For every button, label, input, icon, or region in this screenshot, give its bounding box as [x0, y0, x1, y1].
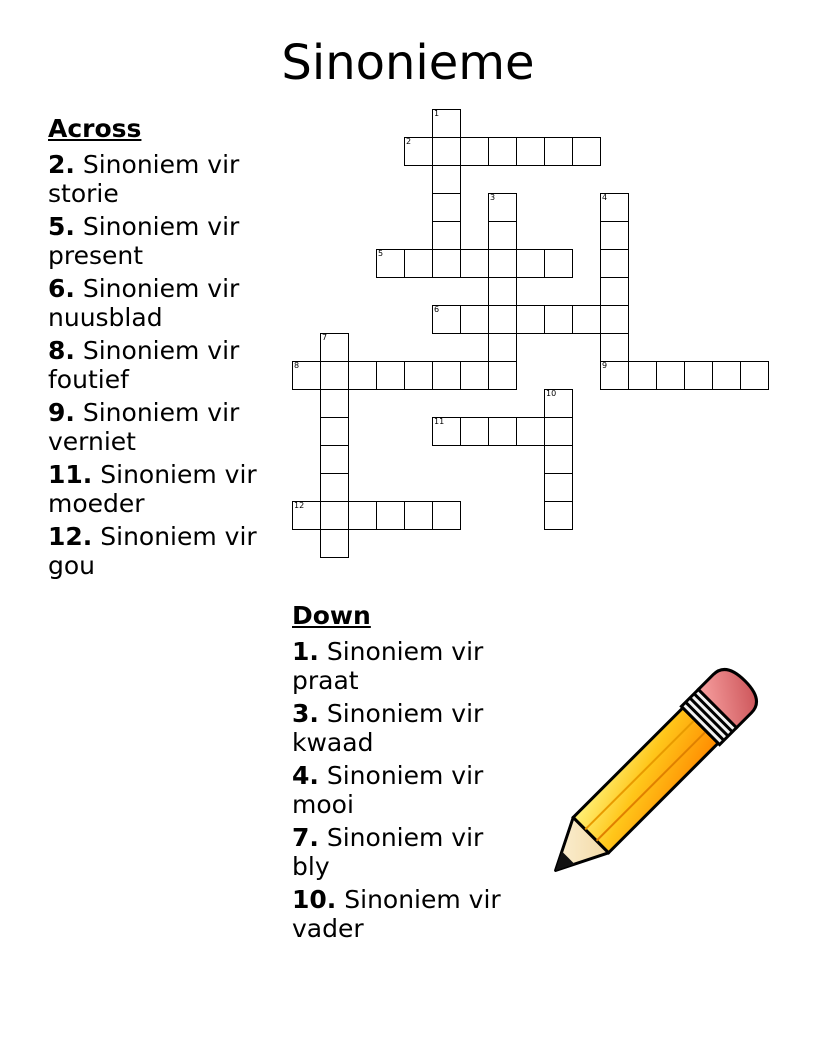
- across-clue-5: [48, 212, 283, 270]
- clue-text: Sinoniem vir nuusblad: [48, 274, 240, 332]
- crossword-cell[interactable]: [460, 305, 489, 334]
- cell-number: 6: [434, 305, 440, 314]
- crossword-cell[interactable]: [488, 193, 517, 222]
- across-clue-12: [48, 522, 283, 580]
- crossword-cell[interactable]: [460, 417, 489, 446]
- across-clue-8: [48, 336, 283, 394]
- clue-text: Sinoniem vir bly: [292, 823, 484, 881]
- clue-number: 12.: [48, 522, 93, 551]
- crossword-cell[interactable]: [432, 417, 461, 446]
- crossword-cell[interactable]: [488, 277, 517, 306]
- cell-number: 3: [490, 193, 496, 202]
- across-clue-11: [48, 460, 283, 518]
- crossword-cell[interactable]: [488, 417, 517, 446]
- crossword-cell[interactable]: [404, 501, 433, 530]
- cell-number: 5: [378, 249, 384, 258]
- down-clue-7: [292, 823, 522, 881]
- crossword-cell[interactable]: [488, 361, 517, 390]
- crossword-cell[interactable]: [292, 361, 321, 390]
- across-clues: [48, 114, 283, 584]
- crossword-cell[interactable]: [376, 501, 405, 530]
- crossword-cell[interactable]: [376, 361, 405, 390]
- cell-number: 8: [294, 361, 300, 370]
- across-heading: Across: [48, 114, 142, 143]
- crossword-cell[interactable]: [432, 249, 461, 278]
- clue-number: 11.: [48, 460, 93, 489]
- crossword-cell[interactable]: [600, 277, 629, 306]
- crossword-cell[interactable]: [516, 249, 545, 278]
- clue-number: 4.: [292, 761, 319, 790]
- cell-number: 2: [406, 137, 412, 146]
- clue-number: 10.: [292, 885, 337, 914]
- crossword-cell[interactable]: [320, 473, 349, 502]
- cell-number: 7: [322, 333, 328, 342]
- down-clues: [292, 601, 522, 947]
- crossword-cell[interactable]: [544, 445, 573, 474]
- crossword-cell[interactable]: [432, 501, 461, 530]
- clue-text: Sinoniem vir storie: [48, 150, 240, 208]
- down-clue-1: [292, 637, 522, 695]
- crossword-cell[interactable]: [460, 361, 489, 390]
- down-heading: Down: [292, 601, 371, 630]
- crossword-cell[interactable]: [740, 361, 769, 390]
- crossword-cell[interactable]: [432, 109, 461, 138]
- crossword-cell[interactable]: [488, 221, 517, 250]
- clue-number: 9.: [48, 398, 75, 427]
- crossword-cell[interactable]: [656, 361, 685, 390]
- crossword-cell[interactable]: [600, 249, 629, 278]
- down-clue-10: [292, 885, 522, 943]
- crossword-cell[interactable]: [544, 305, 573, 334]
- crossword-cell[interactable]: [432, 193, 461, 222]
- crossword-cell[interactable]: [460, 137, 489, 166]
- clue-number: 2.: [48, 150, 75, 179]
- page-title: Sinonieme: [281, 35, 535, 91]
- crossword-cell[interactable]: [488, 137, 517, 166]
- pencil-icon: [526, 650, 776, 900]
- clue-number: 5.: [48, 212, 75, 241]
- clue-number: 3.: [292, 699, 319, 728]
- crossword-cell[interactable]: [320, 529, 349, 558]
- crossword-cell[interactable]: [320, 445, 349, 474]
- crossword-cell[interactable]: [292, 501, 321, 530]
- crossword-cell[interactable]: [572, 305, 601, 334]
- crossword-cell[interactable]: [320, 417, 349, 446]
- crossword-cell[interactable]: [544, 501, 573, 530]
- crossword-cell[interactable]: [348, 361, 377, 390]
- crossword-cell[interactable]: [404, 137, 433, 166]
- crossword-cell[interactable]: [628, 361, 657, 390]
- crossword-cell[interactable]: [432, 305, 461, 334]
- crossword-cell[interactable]: [488, 249, 517, 278]
- crossword-cell[interactable]: [432, 165, 461, 194]
- crossword-cell[interactable]: [488, 305, 517, 334]
- clue-text: Sinoniem vir kwaad: [292, 699, 484, 757]
- clue-text: Sinoniem vir present: [48, 212, 240, 270]
- crossword-cell[interactable]: [488, 333, 517, 362]
- cell-number: 11: [434, 417, 445, 426]
- cell-number: 9: [602, 361, 608, 370]
- crossword-cell[interactable]: [320, 501, 349, 530]
- crossword-cell[interactable]: [600, 305, 629, 334]
- crossword-cell[interactable]: [432, 361, 461, 390]
- across-clue-6: [48, 274, 283, 332]
- crossword-cell[interactable]: [432, 221, 461, 250]
- down-clue-4: [292, 761, 522, 819]
- clue-text: Sinoniem vir vader: [292, 885, 501, 943]
- crossword-cell[interactable]: [684, 361, 713, 390]
- clue-number: 8.: [48, 336, 75, 365]
- crossword-cell[interactable]: [404, 361, 433, 390]
- crossword-cell[interactable]: [544, 389, 573, 418]
- crossword-cell[interactable]: [600, 361, 629, 390]
- across-clue-2: [48, 150, 283, 208]
- cell-number: 12: [294, 501, 305, 510]
- across-clue-9: [48, 398, 283, 456]
- crossword-cell[interactable]: [404, 249, 433, 278]
- crossword-cell[interactable]: [544, 249, 573, 278]
- crossword-cell[interactable]: [600, 193, 629, 222]
- crossword-cell[interactable]: [460, 249, 489, 278]
- crossword-cell[interactable]: [544, 473, 573, 502]
- clue-number: 6.: [48, 274, 75, 303]
- crossword-cell[interactable]: [348, 501, 377, 530]
- crossword-cell[interactable]: [544, 417, 573, 446]
- crossword-cell[interactable]: [320, 333, 349, 362]
- clue-text: Sinoniem vir praat: [292, 637, 484, 695]
- cell-number: 4: [602, 193, 608, 202]
- clue-text: Sinoniem vir gou: [48, 522, 257, 580]
- crossword-cell[interactable]: [600, 333, 629, 362]
- cell-number: 10: [546, 389, 557, 398]
- clue-number: 1.: [292, 637, 319, 666]
- down-clue-3: [292, 699, 522, 757]
- cell-number: 1: [434, 109, 440, 118]
- crossword-cell[interactable]: [516, 417, 545, 446]
- crossword-cell[interactable]: [516, 137, 545, 166]
- crossword-cell[interactable]: [712, 361, 741, 390]
- crossword-cell[interactable]: [320, 361, 349, 390]
- crossword-cell[interactable]: [544, 137, 573, 166]
- crossword-cell[interactable]: [376, 249, 405, 278]
- crossword-cell[interactable]: [320, 389, 349, 418]
- clue-text: Sinoniem vir verniet: [48, 398, 240, 456]
- clue-text: Sinoniem vir mooi: [292, 761, 484, 819]
- crossword-cell[interactable]: [516, 305, 545, 334]
- clue-text: Sinoniem vir moeder: [48, 460, 257, 518]
- crossword-cell[interactable]: [432, 137, 461, 166]
- clue-text: Sinoniem vir foutief: [48, 336, 240, 394]
- crossword-cell[interactable]: [572, 137, 601, 166]
- clue-number: 7.: [292, 823, 319, 852]
- crossword-cell[interactable]: [600, 221, 629, 250]
